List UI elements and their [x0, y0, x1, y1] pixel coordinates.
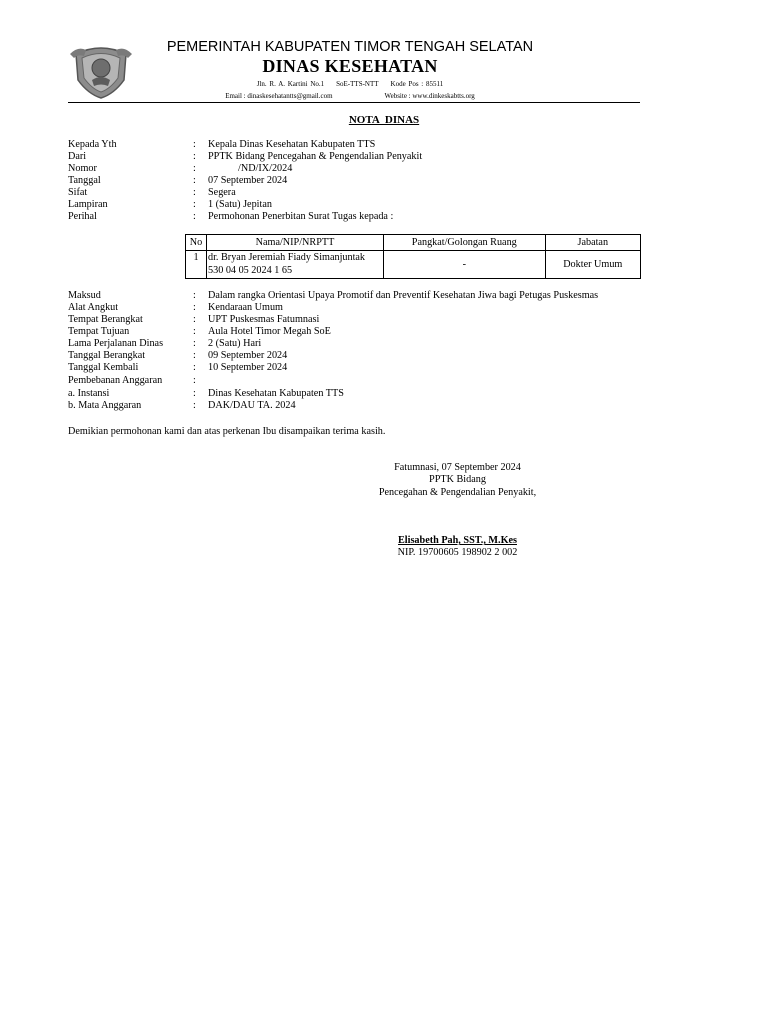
table-header-row: [186, 235, 641, 251]
document-title: NOTA DINAS: [348, 114, 420, 126]
field-label: Tanggal Kembali: [68, 362, 139, 373]
field-value: Permohonan Penerbitan Surat Tugas kepada :: [208, 211, 394, 222]
person-name: dr. Bryan Jeremiah Fiady Simanjuntak: [208, 252, 366, 263]
table-row: [186, 251, 641, 279]
field-label: Alat Angkut: [68, 302, 119, 313]
field-value: 1 (Satu) Jepitan: [208, 199, 272, 210]
field-colon: :: [193, 314, 196, 325]
field-colon: :: [193, 375, 196, 386]
letterhead-agency: DINAS KESEHATAN: [262, 56, 438, 76]
field-label: Tanggal Berangkat: [68, 350, 146, 361]
letterhead-contact-line: [130, 92, 570, 100]
field-value: DAK/DAU TA. 2024: [208, 400, 296, 411]
field-colon: :: [193, 290, 196, 301]
field-colon: :: [193, 175, 196, 186]
personnel-table: [185, 234, 641, 279]
field-colon: :: [193, 362, 196, 373]
field-colon: :: [193, 338, 196, 349]
field-value: 2 (Satu) Hari: [208, 338, 262, 349]
field-label: b. Mata Anggaran: [68, 400, 142, 411]
field-value: Dinas Kesehatan Kabupaten TTS: [208, 388, 344, 399]
field-colon: :: [193, 211, 196, 222]
field-colon: :: [193, 350, 196, 361]
field-label: Lama Perjalanan Dinas: [68, 338, 164, 349]
closing-sentence: Demikian permohonan kami dan atas perkenan Ibu disampaikan terima kasih.: [68, 426, 386, 437]
field-colon: :: [193, 388, 196, 399]
letterhead-address-line: [130, 80, 570, 88]
cell-position: Dokter Umum: [545, 251, 640, 279]
field-value: Aula Hotel Timor Megah SoE: [208, 326, 331, 337]
field-label: Tanggal: [68, 175, 101, 186]
field-value: 07 September 2024: [208, 175, 288, 186]
column-header-position: Jabatan: [545, 235, 640, 251]
signatory-nip: NIP. 19700605 198902 2 002: [397, 547, 518, 558]
field-value: Segera: [208, 187, 236, 198]
field-value: /ND/IX/2024: [238, 163, 293, 174]
signature-role-division: Pencegahan & Pengendalian Penyakit,: [378, 487, 537, 498]
field-value: Dalam rangka Orientasi Upaya Promotif dan Preventif Kesehatan Jiwa bagi Petugas Puskesmas: [208, 290, 599, 301]
cell-name-nip: [207, 251, 384, 279]
field-label: Pembebanan Anggaran: [68, 375, 163, 386]
field-label: Dari: [68, 151, 87, 162]
signatory-name: Elisabeth Pah, SST., M.Kes: [398, 535, 517, 546]
field-colon: :: [193, 326, 196, 337]
field-label: Maksud: [68, 290, 101, 301]
field-label: Nomor: [68, 163, 97, 174]
field-label: a. Instansi: [68, 388, 110, 399]
field-colon: :: [193, 187, 196, 198]
letterhead-government: PEMERINTAH KABUPATEN TIMOR TENGAH SELATAN: [166, 39, 534, 55]
field-colon: :: [193, 400, 196, 411]
cell-rank: -: [384, 251, 546, 279]
letterhead-email: Email : dinaskesehatantts@gmail.com: [225, 92, 333, 100]
field-value: 10 September 2024: [208, 362, 288, 373]
person-nip: 530 04 05 2024 1 65: [208, 265, 293, 276]
field-colon: :: [193, 151, 196, 162]
regency-crest-logo: [70, 40, 132, 100]
column-header-no: No: [186, 235, 207, 251]
letterhead-website: Website : www.dinkeskabtts.org: [384, 92, 475, 100]
field-value: PPTK Bidang Pencegahan & Pengendalian Penyakit: [208, 151, 423, 162]
field-label: Lampiran: [68, 199, 108, 210]
field-colon: :: [193, 139, 196, 150]
field-value: Kepala Dinas Kesehatan Kabupaten TTS: [208, 139, 376, 150]
letterhead-code: SoE-TTS-NTT: [336, 80, 379, 88]
field-label: Perihal: [68, 211, 97, 222]
field-colon: :: [193, 199, 196, 210]
field-value: 09 September 2024: [208, 350, 288, 361]
field-colon: :: [193, 302, 196, 313]
field-label: Kepada Yth: [68, 139, 117, 150]
column-header-name: Nama/NIP/NRPTT: [207, 235, 384, 251]
field-colon: :: [193, 163, 196, 174]
letterhead-postal: Kode Pos : 85511: [390, 80, 444, 88]
field-label: Tempat Tujuan: [68, 326, 130, 337]
letterhead-address: Jln. R. A. Kartini No.1: [256, 80, 325, 88]
cell-no: 1: [186, 251, 207, 279]
letterhead-divider: [68, 102, 640, 103]
column-header-rank: Pangkat/Golongan Ruang: [384, 235, 546, 251]
field-label: Sifat: [68, 187, 88, 198]
field-value: Kendaraan Umum: [208, 302, 283, 313]
field-value: UPT Puskesmas Fatumnasi: [208, 314, 320, 325]
signature-place-date: Fatumnasi, 07 September 2024: [394, 462, 521, 473]
signature-role: PPTK Bidang: [429, 474, 486, 485]
field-label: Tempat Berangkat: [68, 314, 143, 325]
